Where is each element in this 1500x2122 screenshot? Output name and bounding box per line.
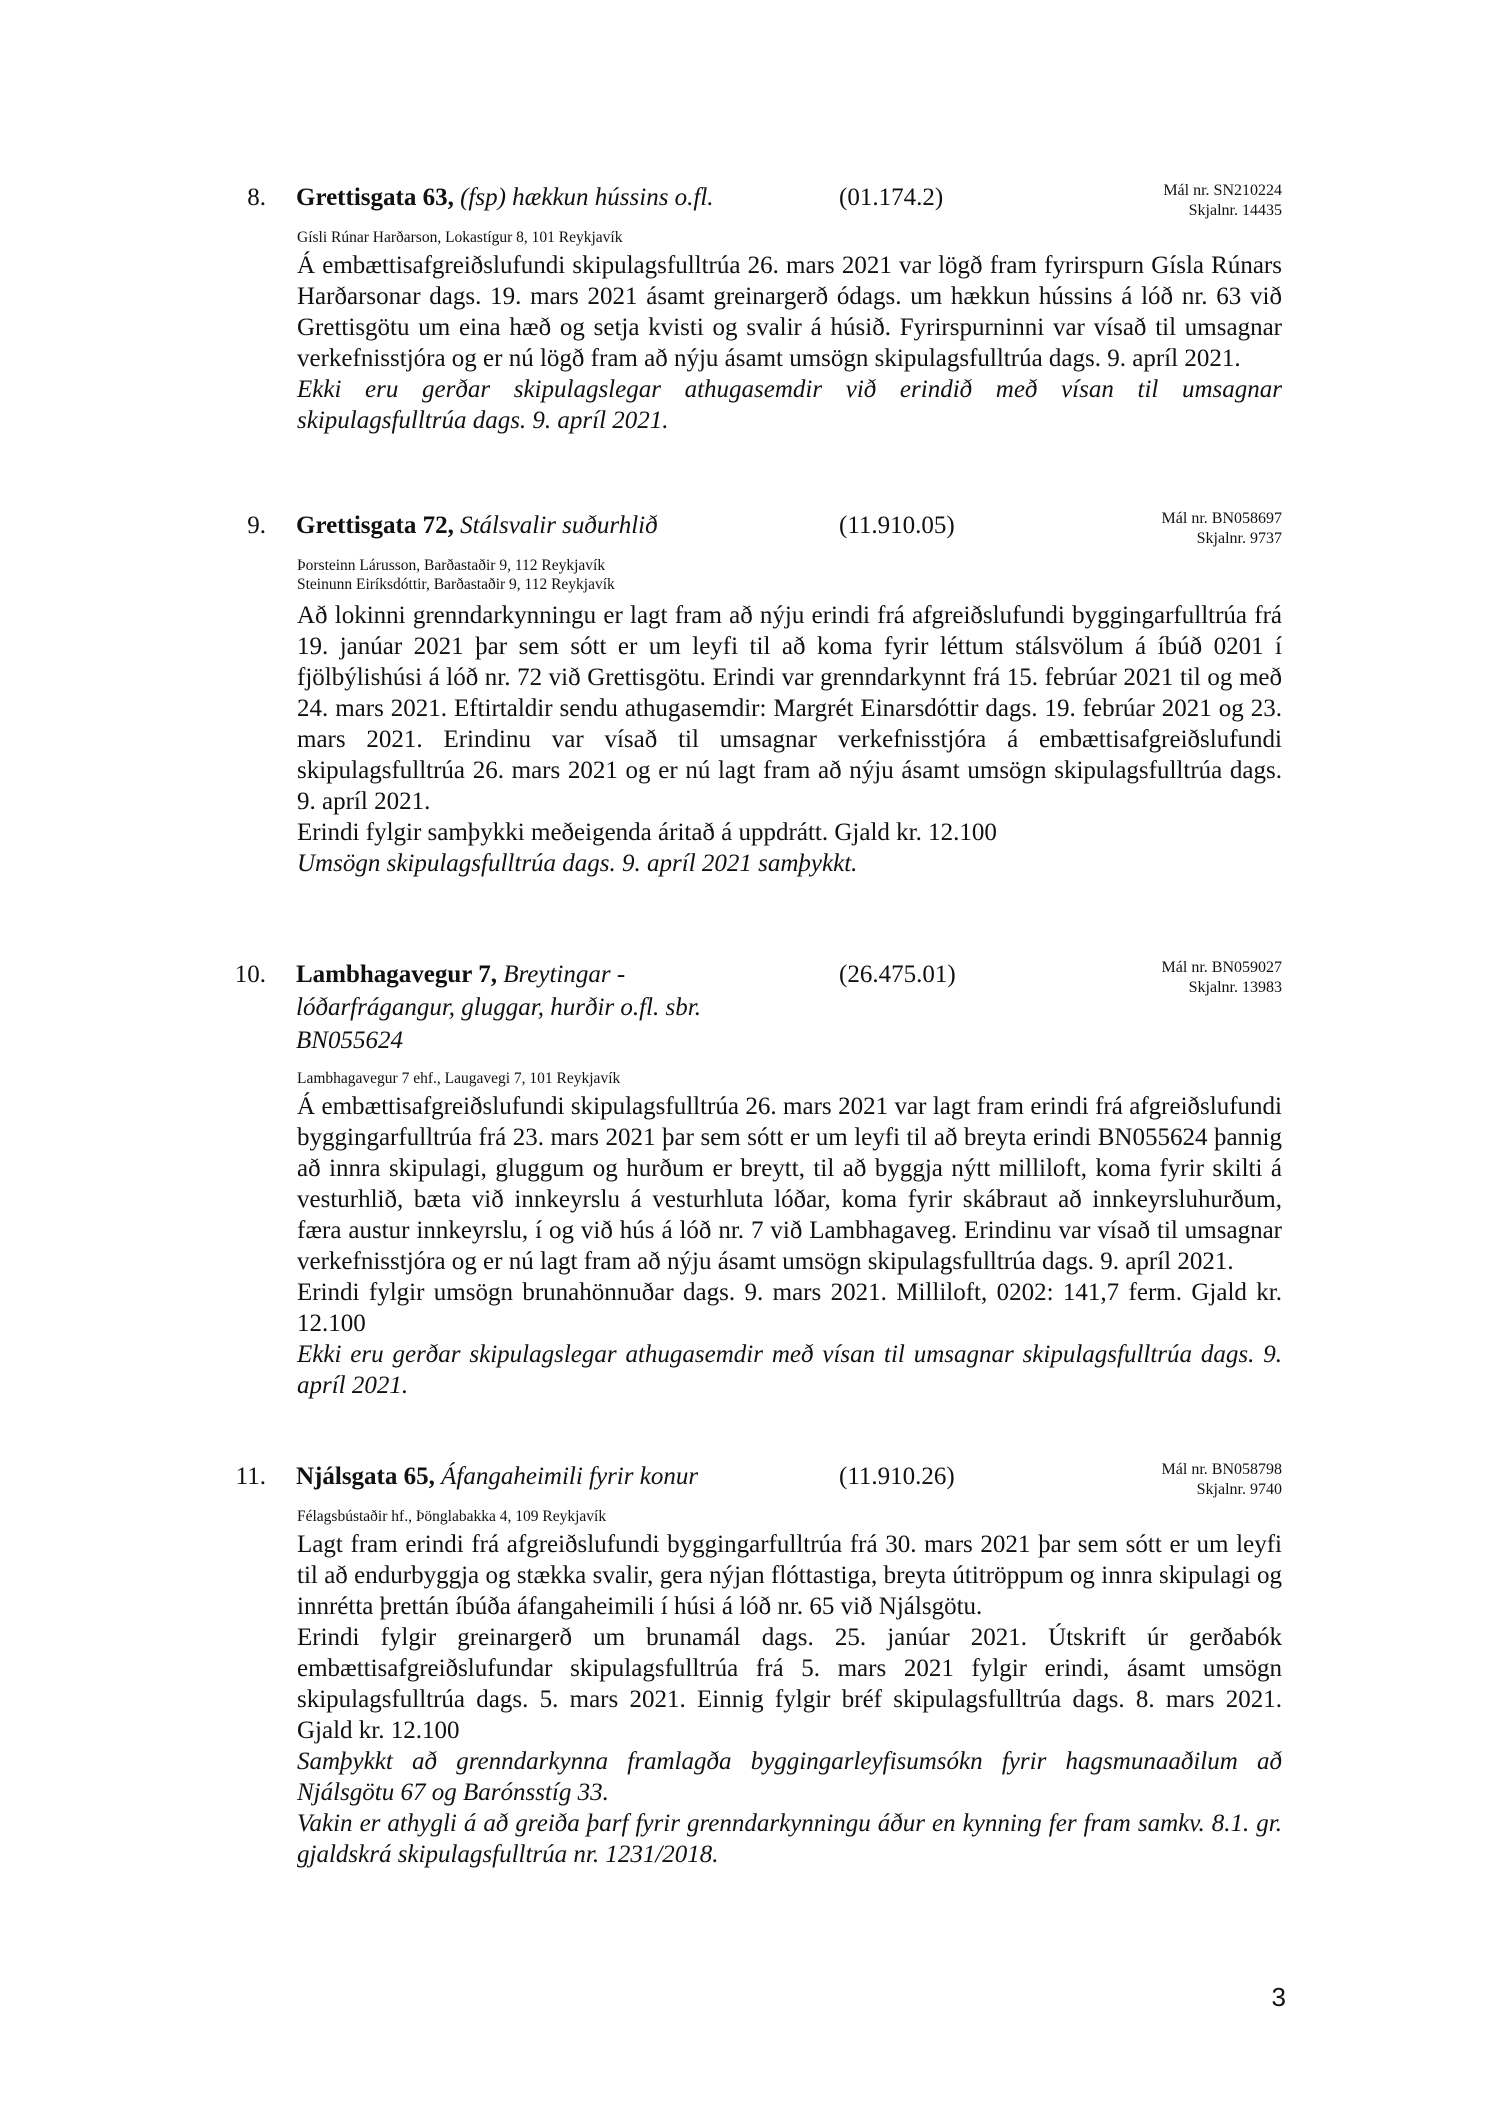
body-paragraph: Að lokinni grenndarkynningu er lagt fram að nýju erindi frá afgreiðslufundi byggingarfulltrúa frá 19. janúar 2021 þar sem sótt er um leyfi til að koma fyrir léttum stálsvölum á íbúð 0201 í fjölbýlishúsi á lóð nr. 72 við Grettisgötu. Erindi var grenndarkynnt frá 15. febrúar 2021 til og með 24. mars 2021. Eftirtaldir sendu athugasemdir: Margrét Einarsdóttir dags. 19. febrúar 2021 og 23. mars 2021. Erindinu var vísað til umsagnar verkefnisstjóra á embættisafgreiðslufundi skipulagsfulltrúa 26. mars 2021 og er nú lagt fram að nýju ásamt umsögn skipulagsfulltrúa dags. 9. apríl 2021. xyxy=(297,602,1282,815)
case-number: Mál nr. SN210224 xyxy=(1163,182,1282,199)
applicants xyxy=(297,228,622,247)
applicants xyxy=(297,1069,620,1088)
item-title: (fsp) hækkun hússins o.fl. xyxy=(460,184,714,211)
applicant: Lambhagavegur 7 ehf., Laugavegi 7, 101 Reykjavík xyxy=(297,1070,621,1087)
land-number: (11.910.05) xyxy=(839,512,955,539)
page-number: 3 xyxy=(1271,1982,1286,2012)
case-number: Mál nr. BN058798 xyxy=(1161,1461,1282,1478)
body-paragraph: Erindi fylgir greinargerð um brunamál dags. 25. janúar 2021. Útskrift úr gerðabók embættisafgreiðslufundar skipulagsfulltrúa frá 5. mars 2021 fylgir erindi, ásamt umsögn skipulagsfulltrúa dags. 5. mars 2021. Einnig fylgir bréf skipulagsfulltrúa dags. 8. mars 2021. Gjald kr. 12.100 xyxy=(297,1624,1282,1744)
decision-paragraph: Samþykkt að grenndarkynna framlagða byggingarleyfisumsókn fyrir hagsmunaaðilum að Njálsgötu 67 og Barónsstíg 33. xyxy=(297,1748,1282,1806)
case-number: Mál nr. BN059027 xyxy=(1161,959,1282,976)
item-body xyxy=(297,600,1282,879)
item-address: Grettisgata 63, xyxy=(296,184,454,211)
item-heading xyxy=(296,509,801,542)
item-number: 11. xyxy=(235,1463,266,1490)
decision-paragraph: Umsögn skipulagsfulltrúa dags. 9. apríl 2021 samþykkt. xyxy=(297,850,858,877)
case-number: Mál nr. BN058697 xyxy=(1161,510,1282,527)
applicant: Félagsbústaðir hf., Þönglabakka 4, 109 Reykjavík xyxy=(297,1508,607,1525)
body-paragraph: Lagt fram erindi frá afgreiðslufundi byggingarfulltrúa frá 30. mars 2021 þar sem sótt er um leyfi til að endurbyggja og stækka svalir, gera nýjan flóttastiga, breyta útitröppum og innra skipulagi og innrétta þrettán íbúða áfangaheimili í húsi á lóð nr. 65 við Njálsgötu. xyxy=(297,1531,1282,1620)
applicant: Gísli Rúnar Harðarson, Lokastígur 8, 101 Reykjavík xyxy=(297,229,623,246)
item-address: Grettisgata 72, xyxy=(296,512,454,539)
item-number: 9. xyxy=(247,512,266,539)
item-address: Njálsgata 65, xyxy=(296,1463,435,1490)
body-paragraph: Á embættisafgreiðslufundi skipulagsfulltrúa 26. mars 2021 var lagt fram erindi frá afgreiðslufundi byggingarfulltrúa frá 23. mars 2021 þar sem sótt er um leyfi til að breyta erindi BN055624 þannig að innra skipulagi, gluggum og hurðum er breytt, til að byggja nýtt milliloft, koma fyrir skilti á vesturhlið, bæta við innkeyrslu á vesturhluta lóðar, koma fyrir skábraut að innkeyrsluhurðum, færa austur innkeyrslu, í og við hús á lóð nr. 7 við Lambhagaveg. Erindinu var vísað til umsagnar verkefnisstjóra og er nú lagt fram að nýju ásamt umsögn skipulagsfulltrúa dags. 9. apríl 2021. xyxy=(297,1093,1282,1275)
decision-paragraph: Ekki eru gerðar skipulagslegar athugasemdir við erindið með vísan til umsagnar skipulagsfulltrúa dags. 9. apríl 2021. xyxy=(297,376,1282,434)
item-number: 8. xyxy=(247,184,266,211)
file-number: Skjalnr. 9737 xyxy=(1196,530,1282,547)
applicants xyxy=(297,1507,606,1526)
file-number: Skjalnr. 14435 xyxy=(1188,202,1282,219)
body-paragraph: Erindi fylgir umsögn brunahönnuðar dags. 9. mars 2021. Milliloft, 0202: 141,7 ferm. Gjald kr. 12.100 xyxy=(297,1279,1282,1337)
item-title: Áfangaheimili fyrir konur xyxy=(441,1463,699,1490)
decision-paragraph: Vakin er athygli á að greiða þarf fyrir grenndarkynningu áður en kynning fer fram samkv. 8.1. gr. gjaldskrá skipulagsfulltrúa nr. 1231/2018. xyxy=(297,1810,1282,1868)
item-body xyxy=(297,1529,1282,1870)
item-title: Breytingar - lóðarfrágangur, gluggar, hurðir o.fl. sbr. BN055624 xyxy=(296,961,701,1054)
item-heading xyxy=(296,1460,801,1493)
file-number: Skjalnr. 13983 xyxy=(1188,979,1282,996)
file-number: Skjalnr. 9740 xyxy=(1196,1481,1282,1498)
item-heading xyxy=(296,181,801,214)
body-paragraph: Erindi fylgir samþykki meðeigenda áritað á uppdrátt. Gjald kr. 12.100 xyxy=(297,819,997,846)
land-number: (01.174.2) xyxy=(839,184,944,211)
case-reference xyxy=(1162,1460,1282,1500)
body-paragraph: Á embættisafgreiðslufundi skipulagsfulltrúa 26. mars 2021 var lögð fram fyrirspurn Gísla Rúnars Harðarsonar dags. 19. mars 2021 ásamt greinargerð ódags. um hækkun hússins á lóð nr. 63 við Grettisgötu um eina hæð og setja kvisti og svalir á húsið. Fyrirspurninni var vísað til umsagnar verkefnisstjóra og er nú lögð fram að nýju ásamt umsögn skipulagsfulltrúa dags. 9. apríl 2021. xyxy=(297,252,1282,372)
case-reference xyxy=(1163,181,1282,221)
applicant: Þorsteinn Lárusson, Barðastaðir 9, 112 Reykjavík xyxy=(297,557,606,574)
decision-paragraph: Ekki eru gerðar skipulagslegar athugasemdir með vísan til umsagnar skipulagsfulltrúa dags. 9. apríl 2021. xyxy=(297,1341,1282,1399)
item-heading xyxy=(296,958,766,1057)
case-reference xyxy=(1162,958,1282,998)
item-body xyxy=(297,250,1282,436)
applicant: Steinunn Eiríksdóttir, Barðastaðir 9, 112 Reykjavík xyxy=(297,576,615,593)
item-address: Lambhagavegur 7, xyxy=(296,961,497,988)
item-body xyxy=(297,1091,1282,1401)
case-reference xyxy=(1162,509,1282,549)
land-number: (11.910.26) xyxy=(839,1463,955,1490)
applicants xyxy=(297,556,615,594)
land-number: (26.475.01) xyxy=(839,961,956,988)
item-number: 10. xyxy=(234,961,266,988)
item-title: Stálsvalir suðurhlið xyxy=(460,512,658,539)
